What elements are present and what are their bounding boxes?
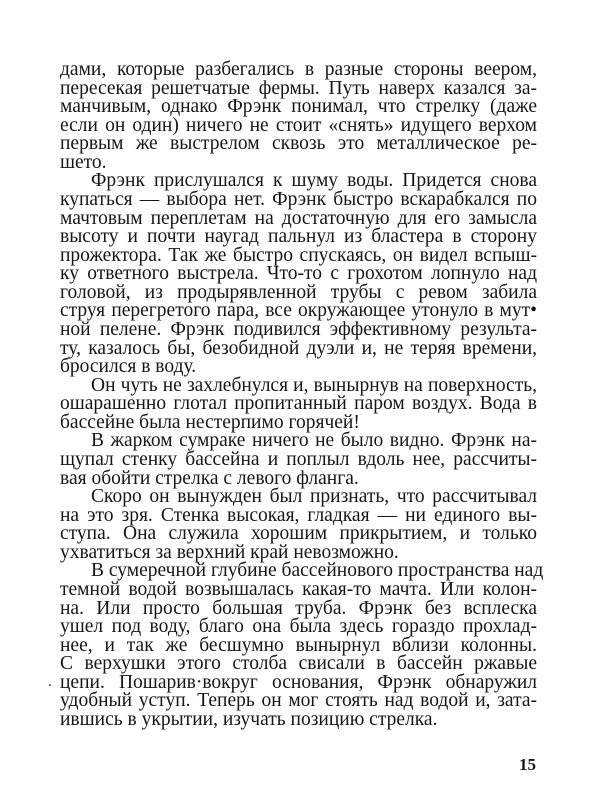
- paragraph-first-line: Он чуть не захлебнулся и, вынырнув на поверхность,: [91, 374, 537, 396]
- text-line: ку ответного выстрела. Что-то с грохотом лопнуло над: [60, 263, 537, 285]
- text-line: на. Или просто большая труба. Фрэнк без всплеска: [60, 597, 537, 619]
- text-line: вая обойти стрелка с левого фланга.: [60, 467, 359, 489]
- text-line: манчивым, однако Фрэнк понимал, что стрелку (даже: [60, 96, 537, 118]
- paragraph-first-line: В жарком сумраке ничего не было видно. Фрэнк на-: [91, 430, 537, 452]
- text-line: шето.: [60, 151, 107, 173]
- text-line: С верхушки этого столба свисали в бассейн ржавые: [60, 653, 537, 675]
- text-line: цепи. Пошарив·вокруг основания, Фрэнк обнаружил: [60, 671, 537, 693]
- text-line: темной водой возвышалась какая-то мачта. Или колон-: [60, 579, 537, 600]
- text-line: мачтовым переплетам на достаточную для его замысла: [60, 207, 537, 229]
- paragraph-first-line: В сумеречной глубине бассейнового пространства над: [91, 560, 544, 582]
- text-line: дами, которые разбегались в разные стороны веером,: [60, 59, 537, 80]
- text-line: пересекая решетчатые фермы. Путь наверх казался за-: [60, 77, 537, 99]
- text-line: купаться — выбора нет. Фрэнк быстро вскарабкался по: [60, 189, 537, 210]
- text-line: первым же выстрелом сквозь это металлическое ре-: [60, 133, 537, 155]
- text-line: на это зря. Стенка высокая, гладкая — ни единого вы-: [60, 504, 537, 526]
- text-line: ившись в укрытии, изучать позицию стрелка.: [60, 709, 438, 730]
- text-line: бассейне была нестерпимо горячей!: [60, 411, 360, 433]
- text-line: удобный уступ. Теперь он мог стоять над водой и, зата-: [60, 690, 537, 712]
- text-line: ту, казалось бы, безобидной дуэли и, не теряя времени,: [60, 337, 537, 359]
- text-line: высоту и почти наугад пальнул из бластера в сторону: [60, 226, 537, 248]
- text-line: щупал стенку бассейна и поплыл вдоль нее, рассчиты-: [60, 449, 537, 470]
- text-line: ухватиться за верхний край невозможно.: [60, 541, 399, 563]
- text-line: нее, и так же бесшумно вынырнул вблизи колонны.: [60, 634, 537, 656]
- text-line: бросился в воду.: [60, 356, 197, 378]
- paragraph-first-line: Фрэнк прислушался к шуму воды. Придется снова: [91, 170, 537, 192]
- text-line: струя перегретого пара, все окружающее утонуло в мут•: [60, 300, 537, 322]
- text-line: если он один) ничего не стоит «снять» идущего верхом: [60, 114, 537, 136]
- text-line: прожектора. Так же быстро спускаясь, он видел вспыш-: [60, 244, 537, 266]
- text-line: ошарашенно глотал пропитанный паром воздух. Вода в: [60, 393, 537, 415]
- text-line: ушел под воду, благо она была здесь гораздо прохлад-: [60, 616, 537, 638]
- page-number: 15: [519, 755, 536, 774]
- paragraph-first-line: Скоро он вынужден был признать, что рассчитывал: [91, 486, 537, 508]
- text-line: головой, из продырявленной трубы с ревом забила: [60, 281, 537, 303]
- print-speck: [49, 684, 51, 686]
- text-line: ной пелене. Фрэнк подивился эффективному результа-: [60, 319, 537, 340]
- text-line: ступа. Она служила хорошим прикрытием, и только: [60, 523, 537, 545]
